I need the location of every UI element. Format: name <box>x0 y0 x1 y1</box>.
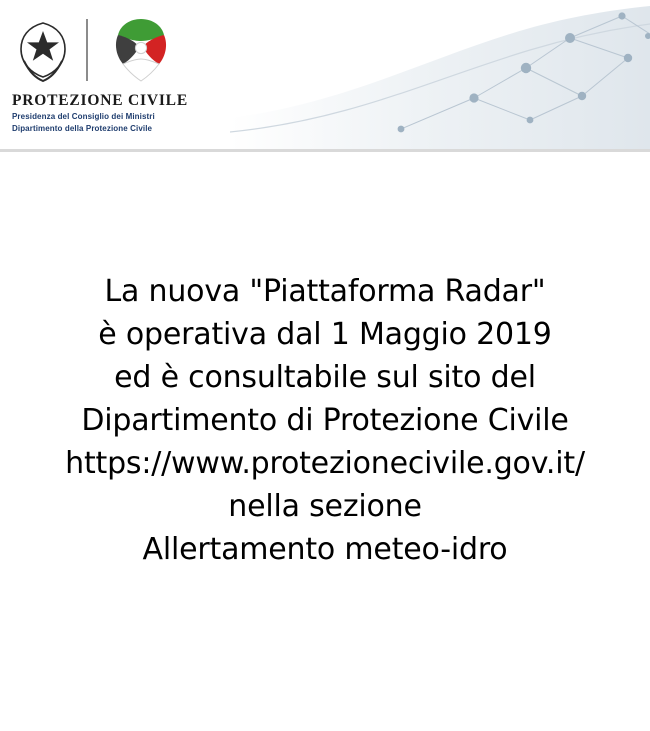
notice-line: è operativa dal 1 Maggio 2019 <box>98 317 552 352</box>
notice-line: Allertamento meteo-idro <box>142 532 508 567</box>
protezione-civile-logo-icon <box>102 15 180 85</box>
site-header <box>0 0 650 152</box>
notice-line: Dipartimento di Protezione Civile <box>81 403 569 438</box>
notice-line: ed è consultabile sul sito del <box>114 360 536 395</box>
notice-line: La nuova "Piattaforma Radar" <box>104 274 546 309</box>
notice-line: nella sezione <box>228 489 422 524</box>
italian-republic-emblem-icon <box>12 15 74 85</box>
notice-message <box>5 270 645 571</box>
brand-emblems <box>12 14 180 86</box>
organization-subtitle-line-1: Presidenza del Consiglio dei Ministri <box>12 112 155 121</box>
network-nodes-graphic <box>230 0 650 152</box>
brand-divider <box>86 19 88 81</box>
main-content <box>0 152 650 731</box>
organization-name: PROTEZIONE CIVILE <box>12 92 188 109</box>
brand-block <box>12 14 188 134</box>
notice-url-line[interactable]: https://www.protezionecivile.gov.it/ <box>65 446 585 481</box>
organization-subtitle-line-2: Dipartimento della Protezione Civile <box>12 124 153 133</box>
